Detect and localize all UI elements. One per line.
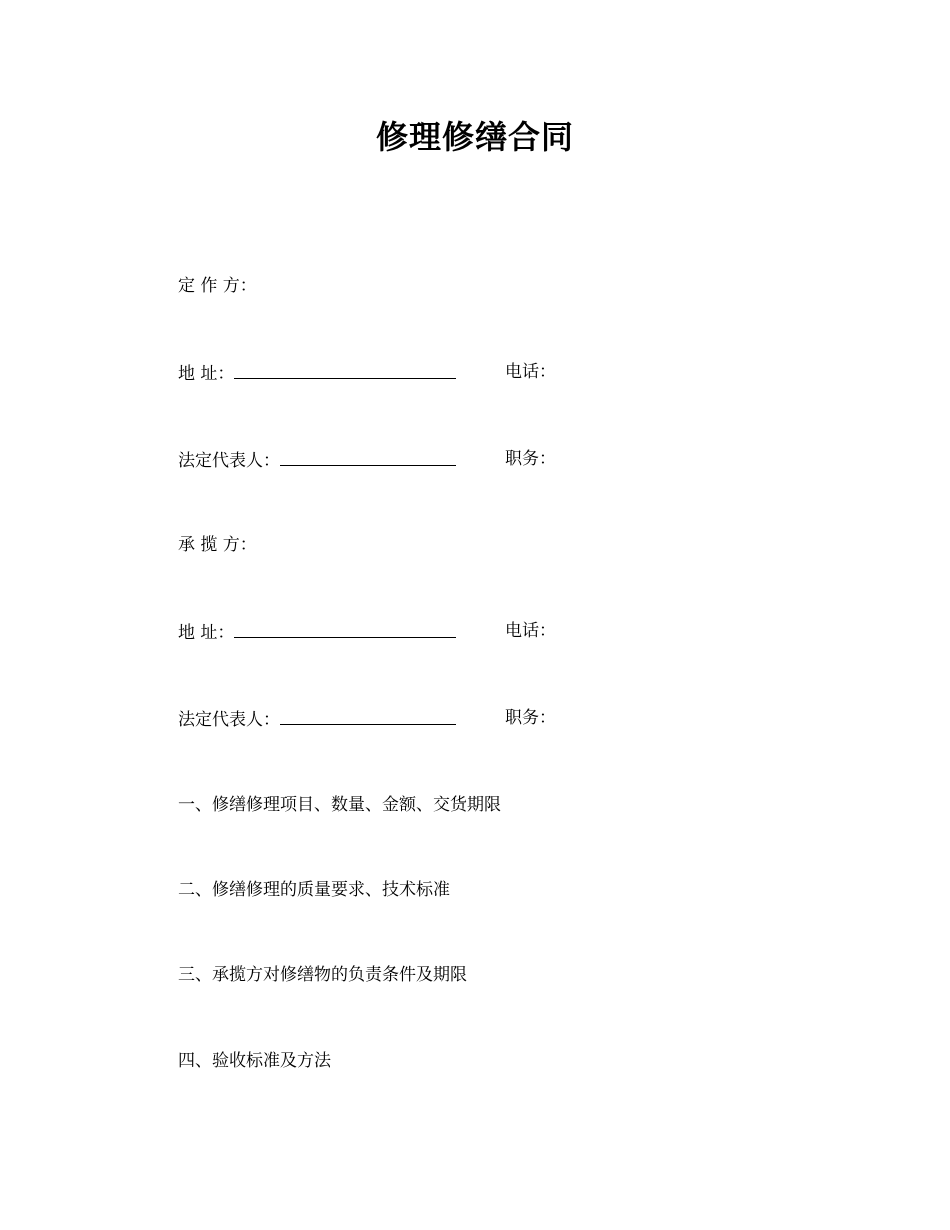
party-b-address-field[interactable] xyxy=(234,619,456,638)
party-a-address-field[interactable] xyxy=(234,360,456,379)
section-heading: 一、修缮修理项目、数量、金额、交货期限 xyxy=(178,795,501,815)
party-a-rep-row xyxy=(178,447,456,473)
party-a-address-row xyxy=(178,360,456,386)
section-heading: 四、验收标准及方法 xyxy=(178,1051,331,1071)
section-heading: 二、修缮修理的质量要求、技术标准 xyxy=(178,880,450,900)
party-a-rep-label: 法定代表人： xyxy=(178,451,280,471)
party-b-rep-field[interactable] xyxy=(280,706,456,725)
party-b-label: 承 揽 方： xyxy=(178,535,257,555)
party-a-rep-field[interactable] xyxy=(280,447,456,466)
section-heading: 三、承揽方对修缮物的负责条件及期限 xyxy=(178,965,467,985)
party-b-position-label: 职务： xyxy=(505,708,556,728)
party-b-rep-label: 法定代表人： xyxy=(178,710,280,730)
party-b-rep-row xyxy=(178,706,456,732)
party-a-position-label: 职务： xyxy=(505,449,556,469)
party-b-address-row xyxy=(178,619,456,645)
party-b-address-label: 地 址： xyxy=(178,623,235,643)
party-a-address-label: 地 址： xyxy=(178,364,235,384)
party-a-label: 定 作 方： xyxy=(178,276,257,296)
party-a-phone-label: 电话： xyxy=(505,362,556,382)
document-title: 修理修缮合同 xyxy=(375,118,574,156)
party-b-phone-label: 电话： xyxy=(505,621,556,641)
